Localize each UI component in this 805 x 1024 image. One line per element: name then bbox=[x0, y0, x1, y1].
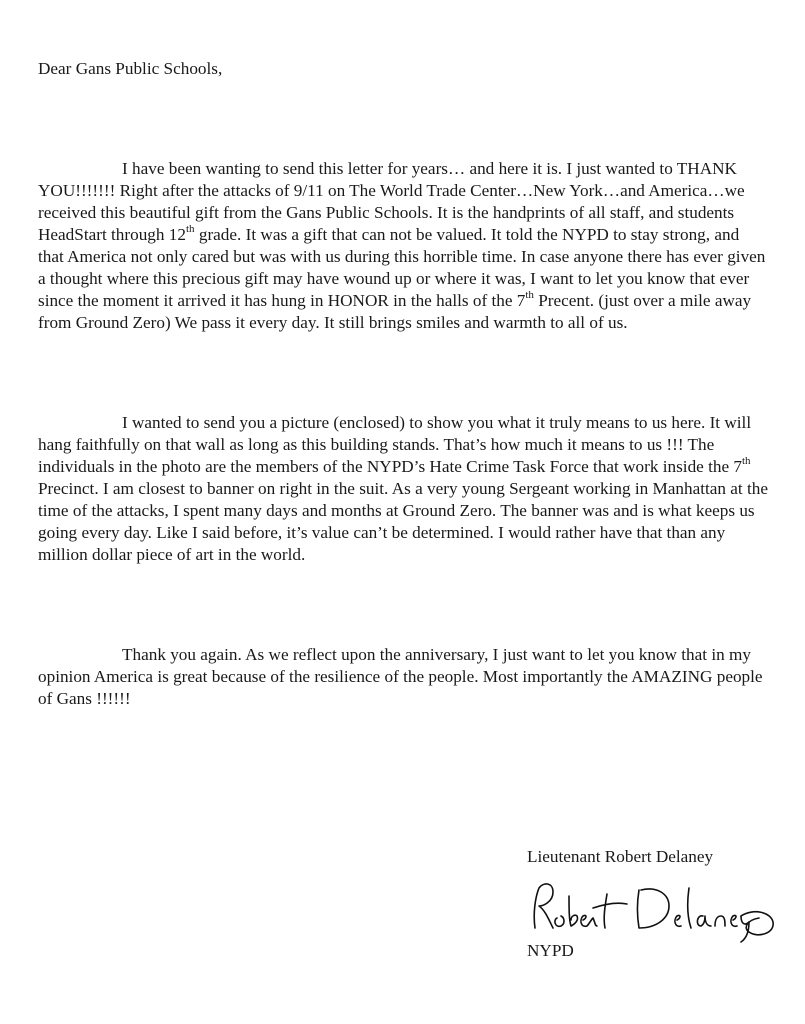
salutation: Dear Gans Public Schools, bbox=[38, 59, 223, 78]
signer-organization: NYPD bbox=[527, 941, 574, 960]
ordinal-superscript: th bbox=[185, 223, 195, 236]
paragraph-1-text-a: I have been wanting to send this letter for years… and here it is. I just wanted to THANK YOU!!!!!!! Right after the attacks of 9/11 on The World Trade Center…New York…and America…we received this beautiful gift from the Gans Public Schools. It is the handprints of all staff, and students HeadStart through 12 bbox=[38, 159, 745, 244]
paragraph-1 bbox=[38, 158, 768, 334]
ordinal-superscript: th bbox=[525, 289, 534, 302]
paragraph-1-text-c: Precent. (just over a mile away from Ground Zero) We pass it every day. It still brings smiles and warmth to all of us. bbox=[38, 291, 752, 332]
letter-body bbox=[38, 58, 768, 710]
paragraph-3 bbox=[38, 644, 768, 710]
paragraph-3-text: Thank you again. As we reflect upon the anniversary, I just want to let you know that in my opinion America is great because of the resilience of the people. Most importantly the AMAZING people of Gans !!!!!! bbox=[38, 645, 763, 708]
paragraph-2 bbox=[38, 412, 768, 566]
paragraph-1-text-b: grade. It was a gift that can not be valued. It told the NYPD to stay strong, and that America not only cared but was with us during this horrible time. In case anyone there has ever given a thought where this precious gift may have wound up or where it was, I want to let you know that ever since the moment it arrived it has hung in HONOR in the halls of the 7 bbox=[38, 225, 766, 310]
paragraph-2-text-b: Precinct. I am closest to banner on right in the suit. As a very young Sergeant working in Manhattan at the time of the attacks, I spent many days and months at Ground Zero. The banner was and is what keeps us going every day. Like I said before, it’s value can’t be determined. I would rather have that than any million dollar piece of art in the world. bbox=[38, 479, 768, 564]
signature-block bbox=[527, 846, 777, 960]
ordinal-superscript: th bbox=[741, 455, 751, 468]
paragraph-2-text-a: I wanted to send you a picture (enclosed) to show you what it truly means to us here. It will hang faithfully on that wall as long as this building stands. That’s how much it means to us !!! The individuals in the photo are the members of the NYPD’s Hate Crime Task Force that work inside the 7 bbox=[38, 413, 752, 476]
signer-name: Lieutenant Robert Delaney bbox=[527, 847, 714, 866]
handwritten-signature bbox=[527, 874, 777, 944]
